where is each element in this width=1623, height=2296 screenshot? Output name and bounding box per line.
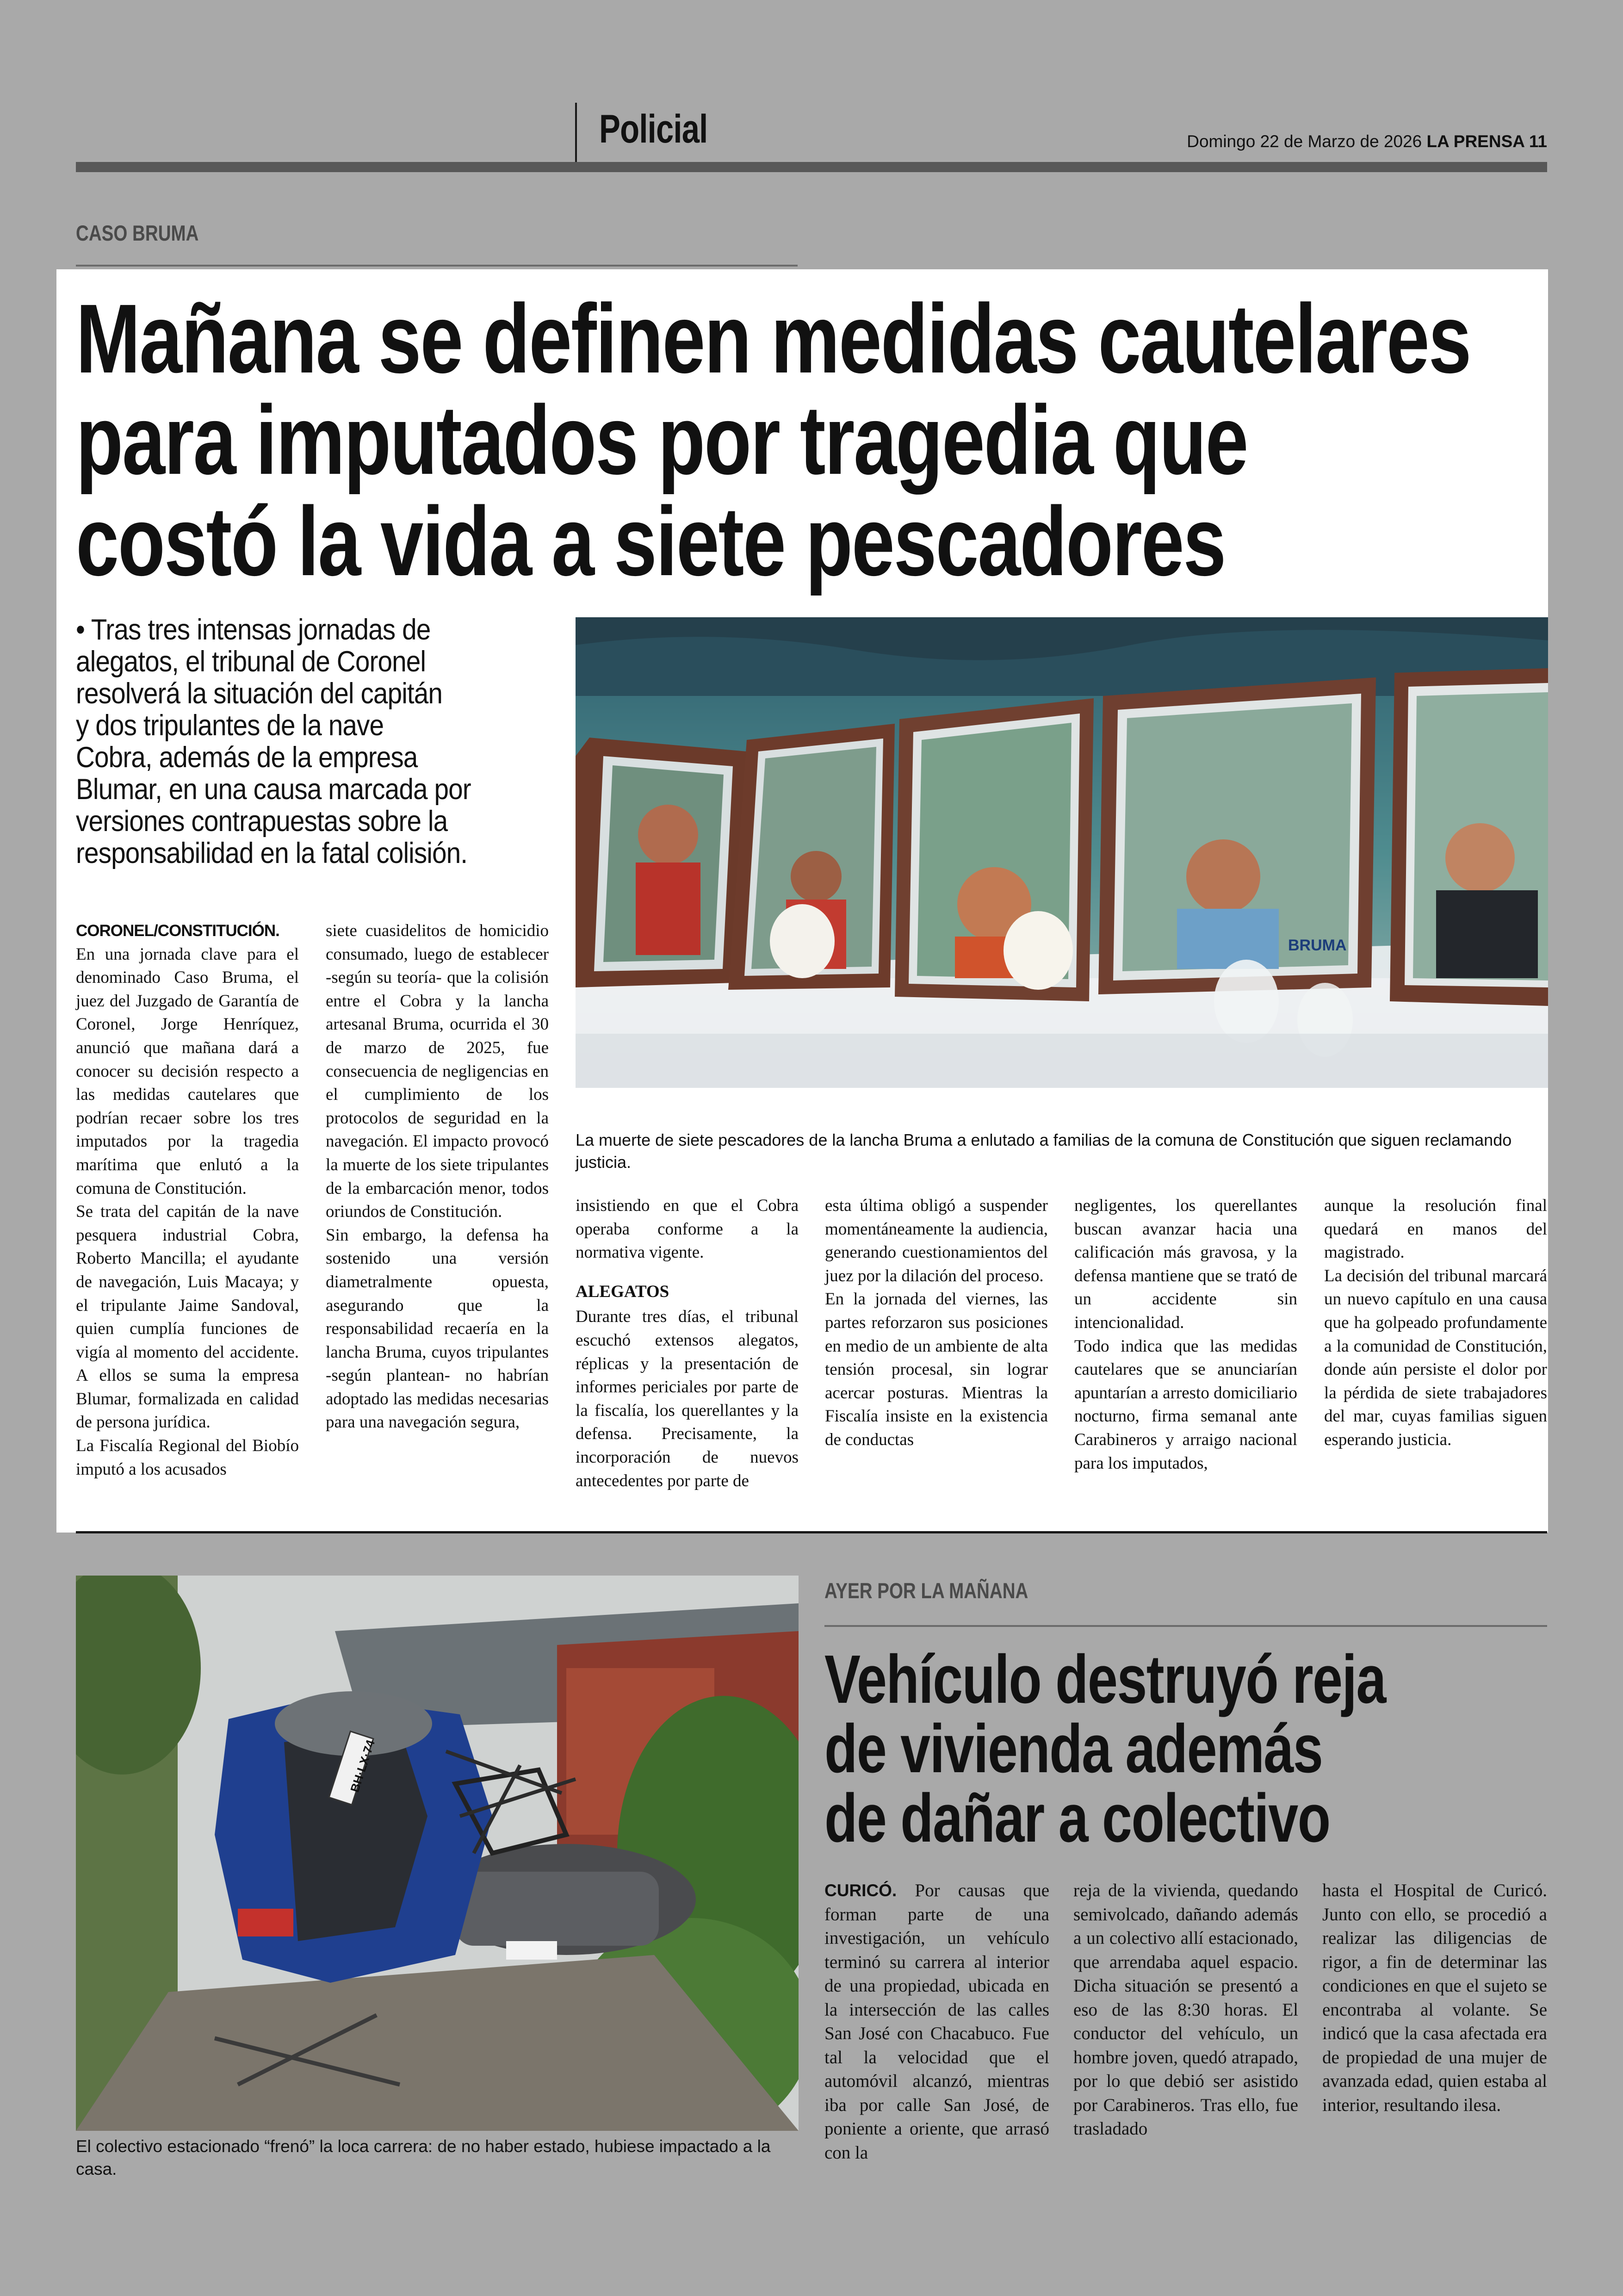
paragraph-text: En una jornada clave para el denominado Caso Bruma, el juez del Juzgado de Garantía de Coronel, Jorge Henríquez, anunció que mañana dará a conocer su decisión respecto a las medidas cautelares que podrían recaer sobre los tres imputados por la tragedia marítima que enlutó a la comuna de Constitución. bbox=[76, 944, 299, 1198]
kicker-rule bbox=[824, 1625, 1547, 1627]
candle bbox=[1004, 911, 1073, 990]
newspaper-name: LA PRENSA 11 bbox=[1426, 132, 1547, 151]
dateline: CORONEL/CONSTITUCIÓN. bbox=[76, 922, 279, 940]
header-rule bbox=[76, 162, 1547, 172]
subheading: ALEGATOS bbox=[576, 1282, 669, 1301]
headline-line: costó la vida a siete pescadores bbox=[76, 486, 1226, 596]
portrait-frame bbox=[1390, 668, 1548, 1006]
story1-kicker: CASO BRUMA bbox=[76, 221, 199, 245]
memorial-photo-art bbox=[576, 617, 1548, 1088]
paragraph: insistiendo en que el Cobra operaba conforme a la normativa vigente. bbox=[576, 1196, 799, 1262]
portrait-frame bbox=[576, 738, 747, 987]
story1-column-5 bbox=[1074, 1194, 1297, 1475]
paragraph: aunque la resolución final quedará en manos del magistrado. bbox=[1324, 1196, 1547, 1262]
summary-line: Blumar, en una causa marcada por bbox=[76, 773, 471, 806]
section-rule bbox=[76, 1531, 1547, 1533]
story2-headline bbox=[824, 1641, 1446, 1856]
summary-line: resolverá la situación del capitán bbox=[76, 677, 443, 710]
paragraph: La decisión del tribunal marcará un nuevo capítulo en una causa que ha golpeado profundamente a la comunidad de Constitución, donde aún persiste el dolor por la pérdida de siete trabajadores del mar, cuyas familias siguen esperando justicia. bbox=[1324, 1266, 1547, 1449]
candle bbox=[1214, 960, 1279, 1043]
summary-line: responsabilidad en la fatal colisión. bbox=[76, 837, 468, 869]
paragraph: negligentes, los querellantes buscan avanzar hacia una calificación más gravosa, y la defensa mantiene que se trató de un accidente sin intencionalidad. bbox=[1074, 1196, 1297, 1332]
page-date: Domingo 22 de Marzo de 2026 bbox=[1187, 132, 1422, 151]
story2-column-1 bbox=[824, 1879, 1049, 2165]
summary-line: y dos tripulantes de la nave bbox=[76, 709, 384, 742]
headline-line: para imputados por tragedia que bbox=[76, 385, 1248, 495]
story1-headline bbox=[76, 284, 1471, 596]
dateline: CURICÓ. bbox=[824, 1881, 897, 1900]
boat-name-sign: BRUMA bbox=[1288, 937, 1347, 954]
crash-photo bbox=[76, 1576, 799, 2131]
headline-line: de vivienda además bbox=[824, 1711, 1323, 1787]
paragraph-text: Por causas que forman parte de una investigación, un vehículo terminó su carrera al interior de una propiedad, ubicada en la intersección de las calles San José con Chacabuco. Fue tal la velocidad que el automóvil alcanzó, mientras iba por calle San José, de poniente a oriente, que arrasó con la bbox=[824, 1880, 1050, 2163]
story1-column-4 bbox=[825, 1194, 1048, 1452]
summary-line: versiones contrapuestas sobre la bbox=[76, 805, 448, 838]
paragraph: Todo indica que las medidas cautelares que se anunciarían apuntarían a arresto domiciliario nocturno, firma semanal ante Carabineros y arraigo nacional para los imputados, bbox=[1074, 1336, 1297, 1473]
crash-photo-art bbox=[76, 1576, 799, 2131]
story2-column-3: hasta el Hospital de Curicó. Junto con ello, se procedió a realizar las diligencias de rigor, a fin de determinar las condiciones en que el sujeto se encontraba al volante. Se indicó que la casa afectada era de propiedad de una mujer de avanzada edad, quien estaba al interior, resultando ilesa. bbox=[1322, 1880, 1547, 2115]
paragraph: Sin embargo, la defensa ha sostenido una versión diametralmente opuesta, asegurando que la responsabilidad recaería en la lancha Bruma, cuyos tripulantes -según plantean- no habrían adoptado las medidas necesarias para una navegación segura, bbox=[326, 1225, 549, 1432]
kicker-rule bbox=[76, 265, 798, 267]
story2-column-2: reja de la vivienda, quedando semivolcado, dañando además a un colectivo allí estacionado, que arrendaba aquel espacio. Dicha situación se presentó a eso de las 8:30 horas. El conductor del vehículo, un hombre joven, quedó atrapado, por lo que debió ser asistido por Carabineros. Tras ello, fue trasladado bbox=[1073, 1880, 1298, 2139]
section-label: Policial bbox=[599, 107, 708, 151]
license-plate: BH·LX·74 bbox=[347, 1738, 378, 1794]
paragraph: La Fiscalía Regional del Biobío imputó a los acusados bbox=[76, 1436, 299, 1479]
headline-line: Mañana se definen medidas cautelares bbox=[76, 284, 1471, 393]
summary-line: Cobra, además de la empresa bbox=[76, 741, 418, 774]
paragraph: Durante tres días, el tribunal escuchó extensos alegatos, réplicas y la presentación de informes periciales por parte de la fiscalía, los querellantes y la defensa. Precisamente, la incorporación de nuevos antecedentes por parte de bbox=[576, 1307, 799, 1490]
candle bbox=[770, 904, 835, 978]
story1-column-6 bbox=[1324, 1194, 1547, 1452]
headline-line: Vehículo destruyó reja bbox=[824, 1641, 1386, 1718]
story1-column-2 bbox=[326, 919, 549, 1434]
paragraph bbox=[76, 919, 299, 1200]
story2-kicker: AYER POR LA MAÑANA bbox=[824, 1578, 1028, 1603]
paragraph: esta última obligó a suspender momentáneamente la audiencia, generando cuestionamientos del juez por la dilación del proceso. bbox=[825, 1196, 1048, 1285]
story1-photo-caption: La muerte de siete pescadores de la lancha Bruma a enlutado a familias de la comuna de Constitución que siguen reclamando justicia. bbox=[576, 1130, 1512, 1172]
summary-line: • Tras tres intensas jornadas de bbox=[76, 614, 431, 646]
paragraph: Se trata del capitán de la nave pesquera industrial Cobra, Roberto Mancilla; el ayudante de navegación, Luis Macaya; y el tripulante Jaime Sandoval, quien cumplía funciones de vigía al momento del accidente. A ellos se suma la empresa Blumar, formalizada en calidad de persona jurídica. bbox=[76, 1202, 299, 1432]
story2-photo-caption: El colectivo estacionado “frenó” la loca carrera: de no haber estado, hubiese impactado a la casa. bbox=[76, 2137, 771, 2178]
headline-line: de dañar a colectivo bbox=[824, 1780, 1330, 1856]
story1-panel bbox=[56, 269, 1548, 1533]
portrait-frame bbox=[1098, 677, 1376, 994]
story1-column-1 bbox=[76, 919, 299, 1481]
page-folio bbox=[1187, 132, 1547, 151]
summary-line: alegatos, el tribunal de Coronel bbox=[76, 645, 426, 678]
story1-summary bbox=[76, 614, 576, 869]
paragraph: En la jornada del viernes, las partes reforzaron sus posiciones en medio de un ambiente de alta tensión procesal, sin lograr acercar posturas. Mientras la Fiscalía insiste en la existencia de conductas bbox=[825, 1290, 1048, 1449]
memorial-photo bbox=[576, 617, 1548, 1088]
section-divider bbox=[575, 103, 577, 162]
paragraph: siete cuasidelitos de homicidio consumado, luego de establecer -según su teoría- que la colisión entre el Cobra y la lancha artesanal Bruma, ocurrida el 30 de marzo de 2025, fue consecuencia de negligencias en el cumplimiento de los protocolos de seguridad en la navegación. El impacto provocó la muerte de los siete tripulantes de la embarcación menor, todos oriundos de Constitución. bbox=[326, 921, 549, 1222]
story1-column-3 bbox=[576, 1194, 799, 1493]
